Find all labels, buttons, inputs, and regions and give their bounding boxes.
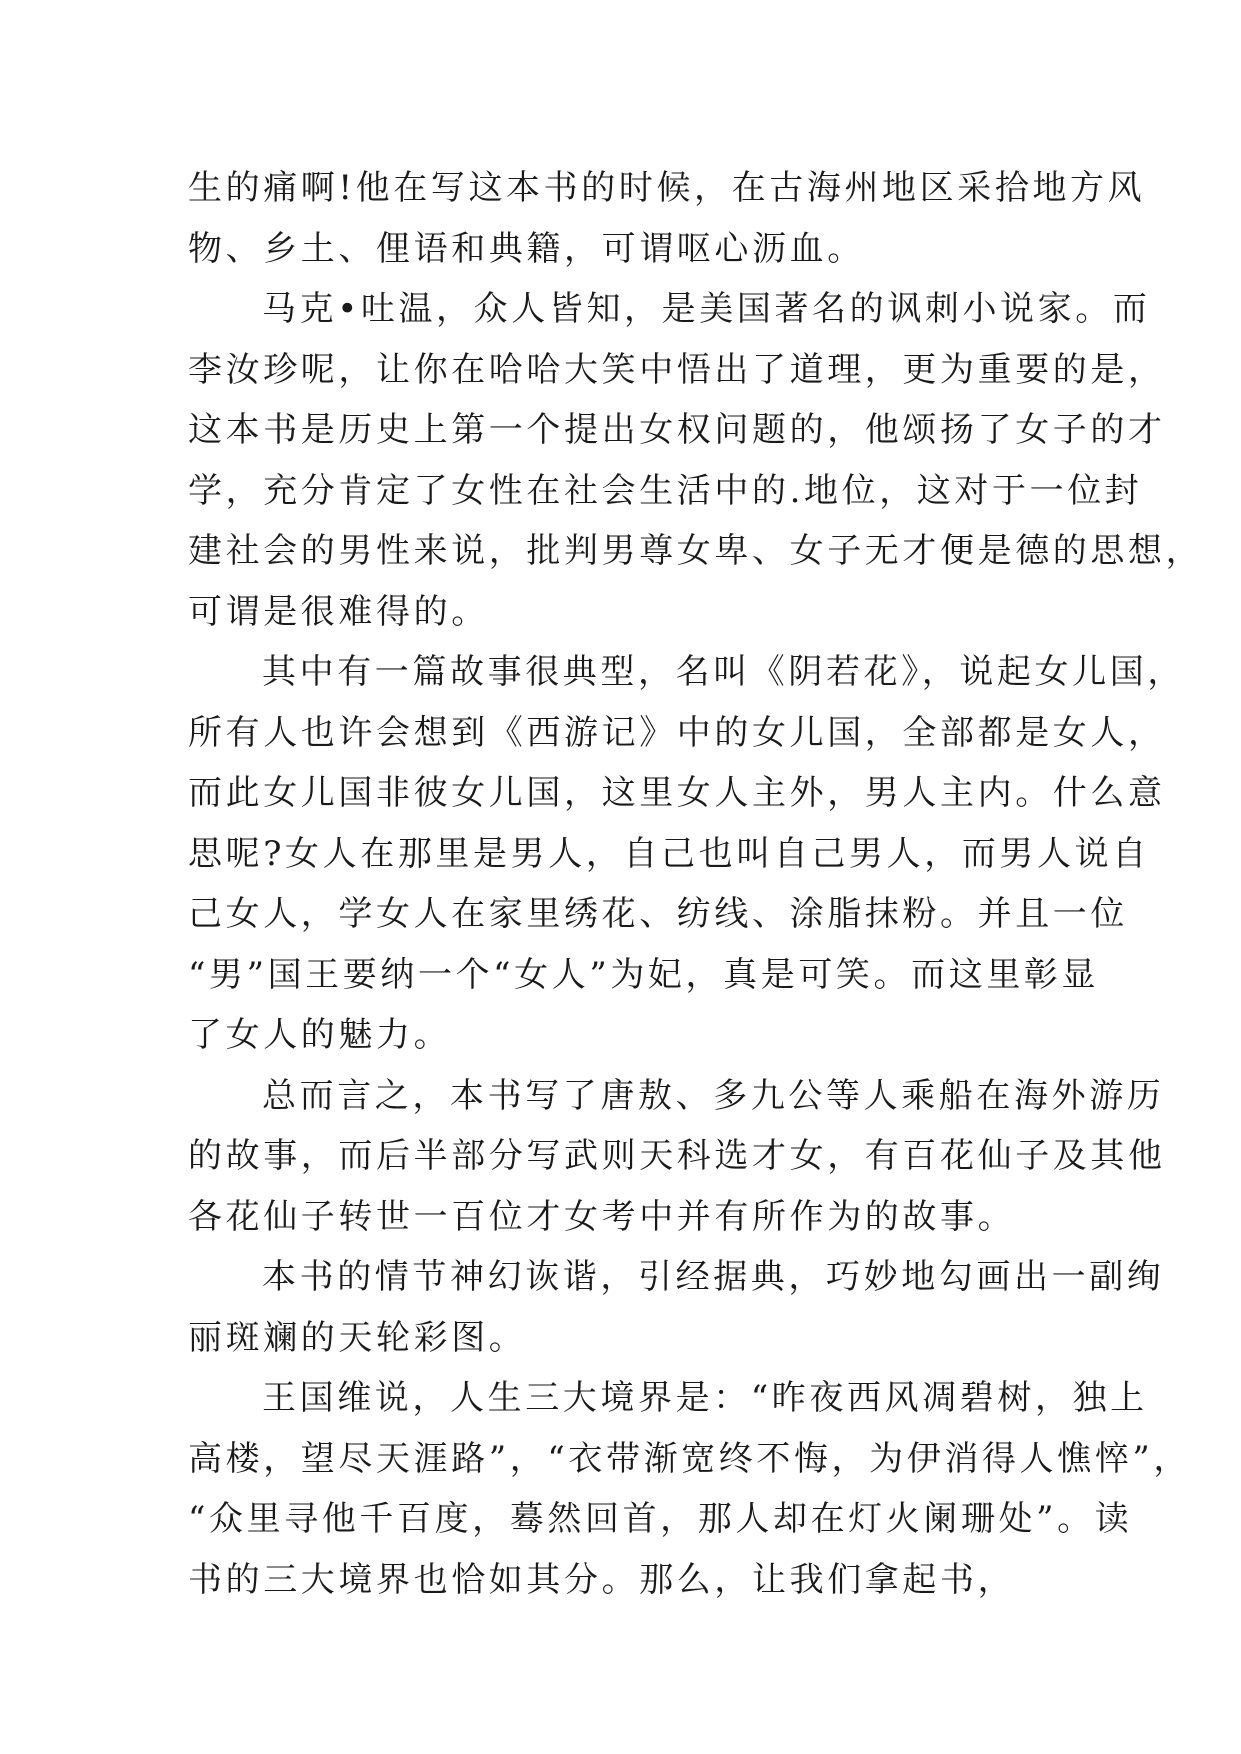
paragraph-start-line: 马克•吐温，众人皆知，是美国著名的讽刺小说家。而 — [262, 289, 1151, 329]
text-line: 可谓是很难得的。 — [188, 591, 489, 632]
text-line: 的故事，而后半部分写武则天科选才女，有百花仙子及其他 — [188, 1136, 1166, 1176]
text-line: 高楼，望尽天涯路”，“衣带渐宽终不悔，为伊消得人憔悴”， — [188, 1438, 1191, 1479]
text-line: “众里寻他千百度，蓦然回首，那人却在灯火阑珊处”。读 — [188, 1499, 1133, 1539]
text-line: 了女人的魅力。 — [188, 1015, 452, 1055]
text-line: 这本书是历史上第一个提出女权问题的，他颂扬了女子的才 — [188, 410, 1166, 450]
text-line: 所有人也许会想到《西游记》中的女儿国，全部都是女人， — [188, 712, 1166, 753]
text-line: 书的三大境界也恰如其分。那么，让我们拿起书， — [188, 1559, 1016, 1600]
text-line: 丽斑斓的天轮彩图。 — [188, 1317, 527, 1358]
text-line: 李汝珍呢，让你在哈哈大笑中悟出了道理，更为重要的是， — [188, 349, 1166, 390]
paragraph-start-line: 其中有一篇故事很典型，名叫《阴若花》，说起女儿国， — [262, 652, 1185, 692]
body-text — [188, 158, 1204, 1610]
text-line: 而此女儿国非彼女儿国，这里女人主外，男人主内。什么意 — [188, 773, 1166, 813]
text-line: 建社会的男性来说，批判男尊女卑、女子无才便是德的思想， — [188, 531, 1204, 571]
text-line: 己女人，学女人在家里绣花、纺线、涂脂抹粉。并且一位 — [188, 894, 1128, 934]
text-line: “男”国王要纳一个“女人”为妃，真是可笑。而这里彰显 — [188, 954, 1100, 995]
text-line: 思呢?女人在那里是男人，自己也叫自己男人，而男人说自 — [188, 833, 1150, 874]
text-line: 物、乡土、俚语和典籍，可谓呕心沥血。 — [188, 228, 865, 269]
text-line: 生的痛啊!他在写这本书的时候，在古海州地区采拾地方风 — [188, 168, 1146, 208]
paragraph-start-line: 王国维说，人生三大境界是：“昨夜西风凋碧树，独上 — [262, 1378, 1148, 1418]
text-line: 各花仙子转世一百位才女考中并有所作为的故事。 — [188, 1196, 1016, 1237]
paragraph-start-line: 总而言之，本书写了唐敖、多九公等人乘船在海外游历 — [262, 1075, 1165, 1116]
text-line: 学，充分肯定了女性在社会生活中的.地位，这对于一位封 — [188, 470, 1143, 511]
paragraph-start-line: 本书的情节神幻诙谐，引经据典，巧妙地勾画出一副绚 — [262, 1257, 1165, 1297]
